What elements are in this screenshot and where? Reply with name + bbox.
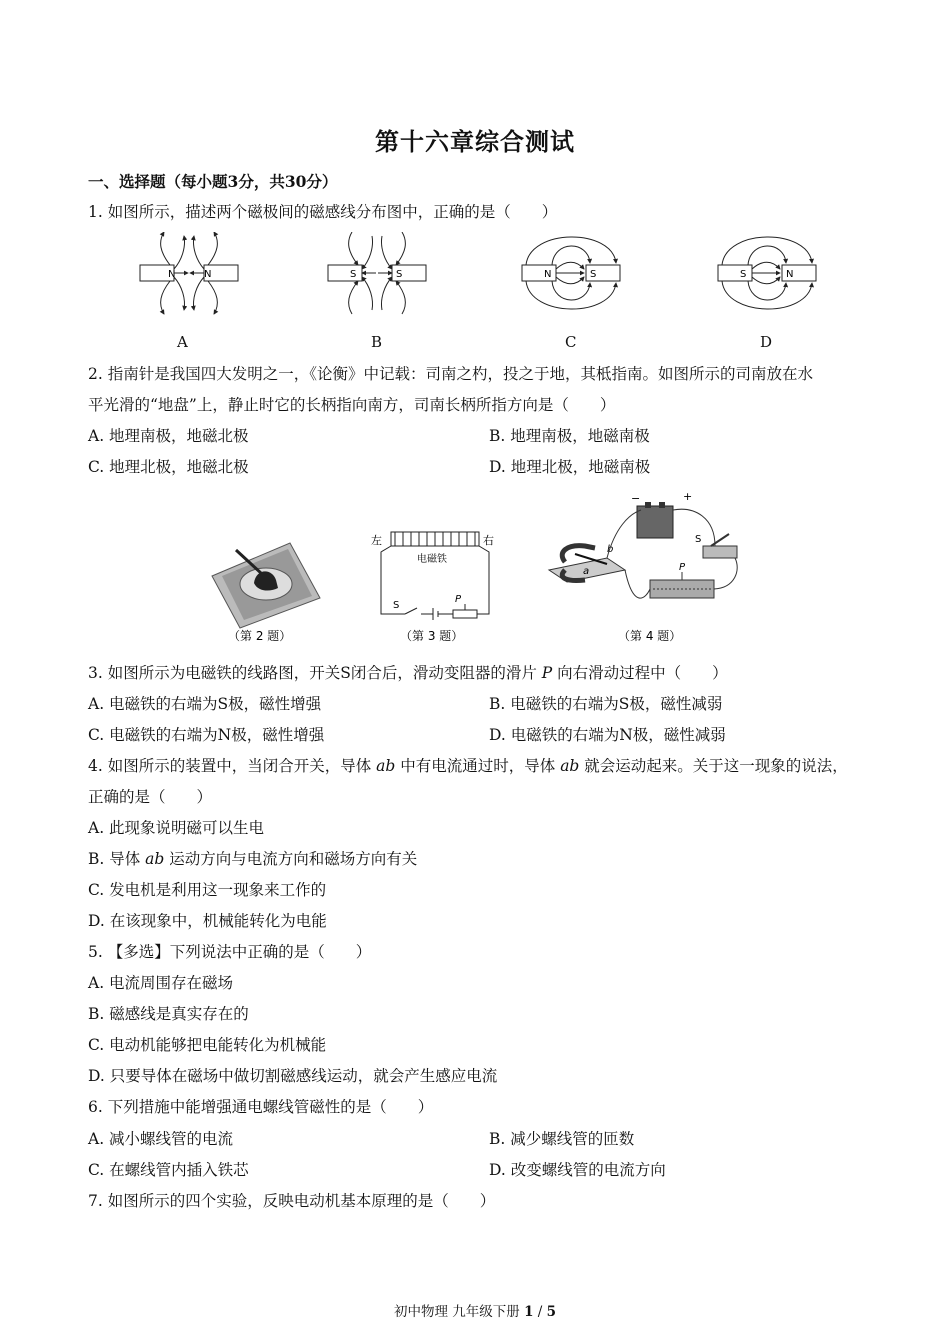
- figure-d-left-pole: S: [740, 269, 747, 280]
- minus-terminal: −: [631, 492, 641, 505]
- question-2-stem-line1: 2. 指南针是我国四大发明之一，《论衡》中记载：司南之杓，投之于地，其柢指南。如图所示的司南放在水: [88, 365, 813, 383]
- figure-label-d: D: [760, 333, 773, 351]
- question-4-option-b: B. 导体 ab 运动方向与电流方向和磁场方向有关: [88, 850, 418, 868]
- question-5-option-b: B. 磁感线是真实存在的: [88, 1005, 249, 1023]
- figure-b: [328, 232, 426, 314]
- question-6-option-a: A. 减小螺线管的电流: [88, 1130, 234, 1148]
- caption-q2: （第 2 题）: [228, 629, 292, 643]
- si-nan-figure: [212, 543, 320, 628]
- magnetic-field-figures: [120, 232, 840, 322]
- figure-a-left-pole: N: [168, 269, 176, 280]
- figure-b-right-pole: S: [396, 269, 403, 280]
- plus-terminal: +: [683, 490, 693, 503]
- question-6-option-c: C. 在螺线管内插入铁芯: [88, 1161, 249, 1179]
- switch-label: S: [393, 600, 400, 611]
- left-label: 左: [371, 534, 382, 547]
- right-label: 右: [483, 534, 494, 547]
- electromagnet-circuit: [371, 532, 494, 620]
- electromagnet-label: 电磁铁: [417, 554, 447, 565]
- motor-apparatus: [549, 490, 737, 598]
- question-4-option-c: C. 发电机是利用这一现象来工作的: [88, 881, 327, 899]
- figure-label-c: C: [565, 333, 577, 351]
- caption-q4: （第 4 题）: [618, 629, 682, 643]
- question-5-option-c: C. 电动机能够把电能转化为机械能: [88, 1036, 327, 1054]
- figure-a-right-pole: N: [204, 269, 212, 280]
- figure-label-a: A: [177, 333, 188, 351]
- page-title: 第十六章综合测试: [375, 127, 575, 156]
- question-3-stem: 3. 如图所示为电磁铁的线路图，开关S闭合后，滑动变阻器的滑片 P 向右滑动过程中（ ）: [88, 664, 728, 682]
- question-4-stem-line1: 4. 如图所示的装置中，当闭合开关，导体 ab 中有电流通过时，导体 ab 就会运动起来。关于这一现象的说法，: [88, 757, 848, 775]
- question-3-option-a: A. 电磁铁的右端为S极，磁性增强: [88, 695, 322, 713]
- figure-a: [140, 232, 238, 314]
- caption-q3: （第 3 题）: [400, 629, 464, 643]
- question-2-stem-line2: 平光滑的“地盘”上，静止时它的长柄指向南方，司南长柄所指方向是（ ）: [88, 396, 616, 414]
- question-6-option-b: B. 减少螺线管的匝数: [489, 1130, 635, 1148]
- question-2-option-c: C. 地理北极，地磁北极: [88, 458, 249, 476]
- slider-label: P: [455, 594, 462, 605]
- question-3-option-b: B. 电磁铁的右端为S极，磁性减弱: [489, 695, 723, 713]
- figures-q2-q4: [200, 488, 760, 650]
- question-3-option-c: C. 电磁铁的右端为N极，磁性增强: [88, 726, 325, 744]
- conductor-a-label: a: [583, 566, 590, 577]
- question-2-option-a: A. 地理南极，地磁北极: [88, 427, 249, 445]
- section-heading: 一、选择题（每小题3分，共30分）: [88, 172, 338, 191]
- figure-c-left-pole: N: [544, 269, 552, 280]
- question-6-stem: 6. 下列措施中能增强通电螺线管磁性的是（ ）: [88, 1098, 434, 1116]
- figure-label-b: B: [371, 333, 383, 351]
- question-2-option-b: B. 地理南极，地磁南极: [489, 427, 650, 445]
- figure-d: [718, 237, 816, 309]
- question-6-option-d: D. 改变螺线管的电流方向: [489, 1161, 666, 1179]
- figure-d-right-pole: N: [786, 269, 794, 280]
- question-5-option-a: A. 电流周围存在磁场: [88, 974, 234, 992]
- figure-c: [522, 237, 620, 309]
- switch-s-label: S: [695, 534, 702, 545]
- question-4-option-a: A. 此现象说明磁可以生电: [88, 819, 265, 837]
- figure-c-right-pole: S: [590, 269, 597, 280]
- rheostat-p-label: P: [679, 562, 686, 573]
- page-footer: 初中物理 九年级下册 1 / 5: [393, 1304, 557, 1320]
- question-5-stem: 5. 【多选】下列说法中正确的是（ ）: [88, 943, 372, 961]
- question-3-option-d: D. 电磁铁的右端为N极，磁性减弱: [489, 726, 726, 744]
- question-5-option-d: D. 只要导体在磁场中做切割磁感线运动，就会产生感应电流: [88, 1067, 498, 1085]
- question-2-option-d: D. 地理北极，地磁南极: [489, 458, 651, 476]
- question-7-stem: 7. 如图所示的四个实验，反映电动机基本原理的是（ ）: [88, 1192, 496, 1210]
- question-4-option-d: D. 在该现象中，机械能转化为电能: [88, 912, 327, 930]
- conductor-b-label: b: [607, 544, 614, 555]
- figure-b-left-pole: S: [350, 269, 357, 280]
- question-4-stem-line2: 正确的是（ ）: [88, 788, 213, 806]
- question-1-stem: 1. 如图所示，描述两个磁极间的磁感线分布图中，正确的是（ ）: [88, 203, 558, 221]
